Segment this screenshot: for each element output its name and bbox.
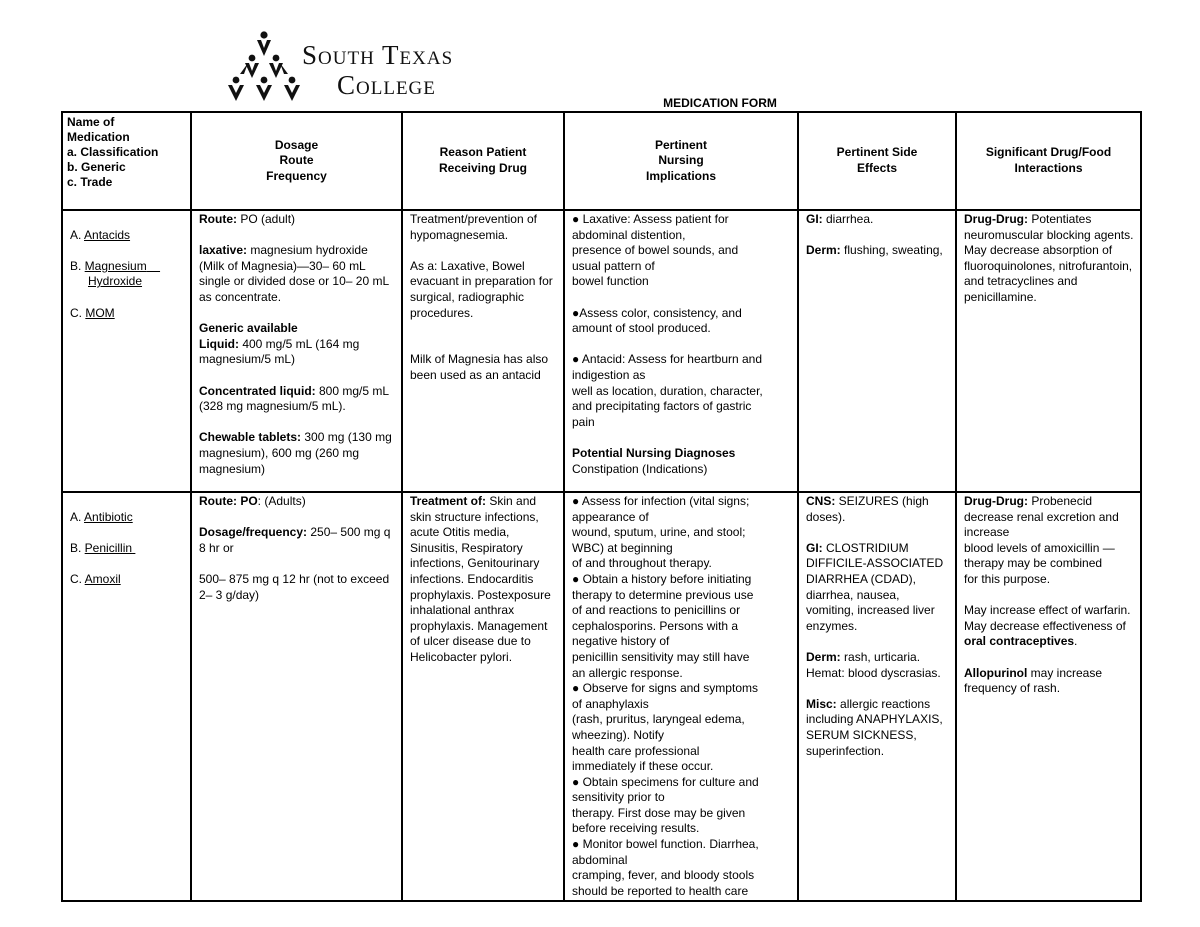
reason-cell [402,492,564,901]
side-effect-misc: Misc: allergic reactions including ANAPHYLAXIS, SERUM SICKNESS, superinfection. [806,696,943,758]
nursing-line: abdominal distention, [572,227,686,242]
nursing-line: ● Assess for infection (vital signs; [572,494,750,508]
nursing-implications-cell [564,210,798,492]
form-title: MEDICATION FORM [663,96,777,110]
reason-text: Treatment of: Skin and skin structure infections, acute Otitis media, Sinusitis, Respiratory infections, Genitourinary infections. Endocarditis prophylaxis. Postexposure inhalational anthrax prophylaxis. Management of ulcer disease due to Helicobacter pylori. [410,494,551,664]
trade-name: C. MOM [70,305,115,320]
header-text: Significant Drug/Food [985,145,1112,160]
nursing-line: cramping, fever, and bloody stools [572,868,755,883]
side-effects-cell [798,210,956,492]
header-side-effects [798,112,956,210]
nursing-line: ● Obtain a history before initiating [572,571,752,586]
header-interactions [956,112,1141,210]
side-effect-derm: Derm: flushing, sweating, [806,243,943,258]
alternate-dose: 500– 875 mg q 12 hr (not to exceed 2– 3 g/day) [199,571,390,602]
nursing-line: sensitivity prior to [572,790,665,805]
nursing-line: cephalosporins. Persons with a [572,618,739,633]
nursing-line: indigestion as [572,367,646,382]
reason-text: As a: Laxative, Bowel evacuant in preparation for surgical, radiographic procedures. [410,258,553,320]
header-text: Interactions [1014,161,1083,175]
chewable-tablets-dose: Chewable tablets: 300 mg (130 mg magnesium), 600 mg (260 mg magnesium) [199,430,392,476]
nursing-line: amount of stool produced. [572,321,711,336]
header-text: a. Classification [67,145,159,159]
logo-text-line1: South Texas [302,40,454,70]
header-text: Nursing [658,153,704,168]
nursing-implications-cell [564,492,798,901]
reason-text: Milk of Magnesia has also been used as an antacid [410,352,549,382]
medication-name-cell [62,210,191,492]
nursing-line: health care professional [572,743,700,758]
nursing-line: ● Obtain specimens for culture and [572,774,759,789]
allopurinol-interaction: Allopurinol may increase frequency of rash. [964,665,1103,696]
medication-table [61,111,1142,902]
dosage-frequency: Dosage/frequency: 250– 500 mg q 8 hr or [199,525,391,555]
nursing-line: WBC) at beginning [572,540,673,555]
nursing-line: ● Monitor bowel function. Diarrhea, [572,837,759,852]
header-text: Implications [645,168,716,183]
nursing-line: pain [572,414,595,429]
drug-drug-interaction: Drug-Drug: Probenecid decrease renal excretion and increase blood levels of amoxicillin — therapy may be combined for this purpose. [964,494,1119,586]
interactions-cell [956,210,1141,492]
classification: A. Antacids [70,227,131,242]
header-dosage [191,112,402,210]
nursing-line: and precipitating factors of gastric [572,399,752,414]
laxative-dose: laxative: magnesium hydroxide (Milk of Magnesia)—30– 60 mL single or divided dose or 10– 20 mL as concentrate. [199,243,389,304]
header-text: Medication [67,130,130,144]
header-text: Pertinent [654,137,707,152]
nursing-line: appearance of [572,509,649,524]
nursing-line: penicillin sensitivity may still have [572,649,750,664]
nursing-line: negative history of [572,634,670,649]
header-text: Pertinent Side [836,145,918,160]
side-effect-derm: Derm: rash, urticaria. Hemat: blood dyscrasias. [806,649,941,680]
liquid-dose: Liquid: 400 mg/5 mL (164 mg magnesium/5 mL) [199,336,360,367]
nursing-line: ● Laxative: Assess patient for [572,212,729,226]
header-text: Name of [67,115,115,129]
nursing-line: wound, sputum, urine, and stool; [572,525,746,540]
table-row [62,492,1141,901]
nursing-line: of anaphylaxis [572,696,649,711]
reason-text: Treatment/prevention of hypomagnesemia. [410,212,537,242]
nursing-line: well as location, duration, character, [572,383,763,398]
generic-available: Generic available [199,321,298,336]
dosage-cell [191,210,402,492]
nursing-diagnoses-label: Potential Nursing Diagnoses [572,445,736,460]
concentrated-liquid-dose: Concentrated liquid: 800 mg/5 mL (328 mg magnesium/5 mL). [199,383,389,414]
logo-text-line2: College [337,70,436,100]
header-name-of-medication [62,112,191,210]
nursing-line: of and reactions to penicillins or [572,603,741,618]
dosage-cell [191,492,402,901]
header-text: c. Trade [67,175,113,189]
table-row [62,210,1141,492]
nursing-line: usual pattern of [572,258,655,273]
header-text: Frequency [266,168,327,183]
nursing-line: therapy to determine previous use [572,587,754,602]
header-nursing-implications [564,112,798,210]
nursing-line: (rash, pruritus, laryngeal edema, [572,712,745,727]
classification: A. Antibiotic [70,509,133,524]
interactions-cell [956,492,1141,901]
reason-cell [402,210,564,492]
header-text: Dosage [274,137,319,152]
nursing-line: immediately if these occur. [572,759,714,774]
nursing-line: therapy. First dose may be given [572,805,746,820]
college-logo [226,30,526,102]
side-effect-cns: CNS: SEIZURES (high doses). [806,494,929,524]
nursing-line: bowel function [572,274,649,289]
side-effect-gi: GI: diarrhea. [806,212,874,226]
trade-name: C. Amoxil [70,571,121,586]
nursing-line: should be reported to health care [572,883,749,898]
header-text: b. Generic [67,160,126,174]
header-text: Receiving Drug [438,161,528,175]
header-row [62,112,1141,210]
people-emblem-icon [226,30,306,102]
warfarin-interaction: May increase effect of warfarin. May decrease effectiveness of oral contraceptives. [964,603,1131,649]
nursing-line: an allergic response. [572,665,683,680]
nursing-line: abdominal [572,852,628,867]
header-reason [402,112,564,210]
side-effects-cell [798,492,956,901]
header-text: Effects [856,161,897,175]
nursing-line: ● Antacid: Assess for heartburn and [572,352,763,367]
drug-drug-interaction: Drug-Drug: Potentiates neuromuscular blocking agents. May decrease absorption of fluoroquinolones, nitrofurantoin, and tetracyclines and penicillamine. [964,212,1134,304]
nursing-line: wheezing). Notify [572,727,665,742]
nursing-line: of and throughout therapy. [572,556,712,571]
nursing-diagnoses: Constipation (Indications) [572,461,708,476]
route: Route: PO: (Adults) [199,494,306,508]
nursing-line: ●Assess color, consistency, and [572,305,742,320]
medication-name-cell [62,492,191,901]
route: Route: PO (adult) [199,212,296,226]
side-effect-gi: GI: CLOSTRIDIUM DIFFICILE-ASSOCIATED DIARRHEA (CDAD), diarrhea, nausea, vomiting, increased liver enzymes. [806,540,944,633]
generic-name: B. Penicillin [70,540,133,555]
nursing-line: ● Observe for signs and symptoms [572,681,758,696]
generic-name: B. Magnesium Hydroxide [70,258,147,289]
header-text: Reason Patient [439,145,527,160]
nursing-line: presence of bowel sounds, and [572,243,739,258]
nursing-line: before receiving results. [572,821,700,836]
header-text: Route [279,153,314,168]
